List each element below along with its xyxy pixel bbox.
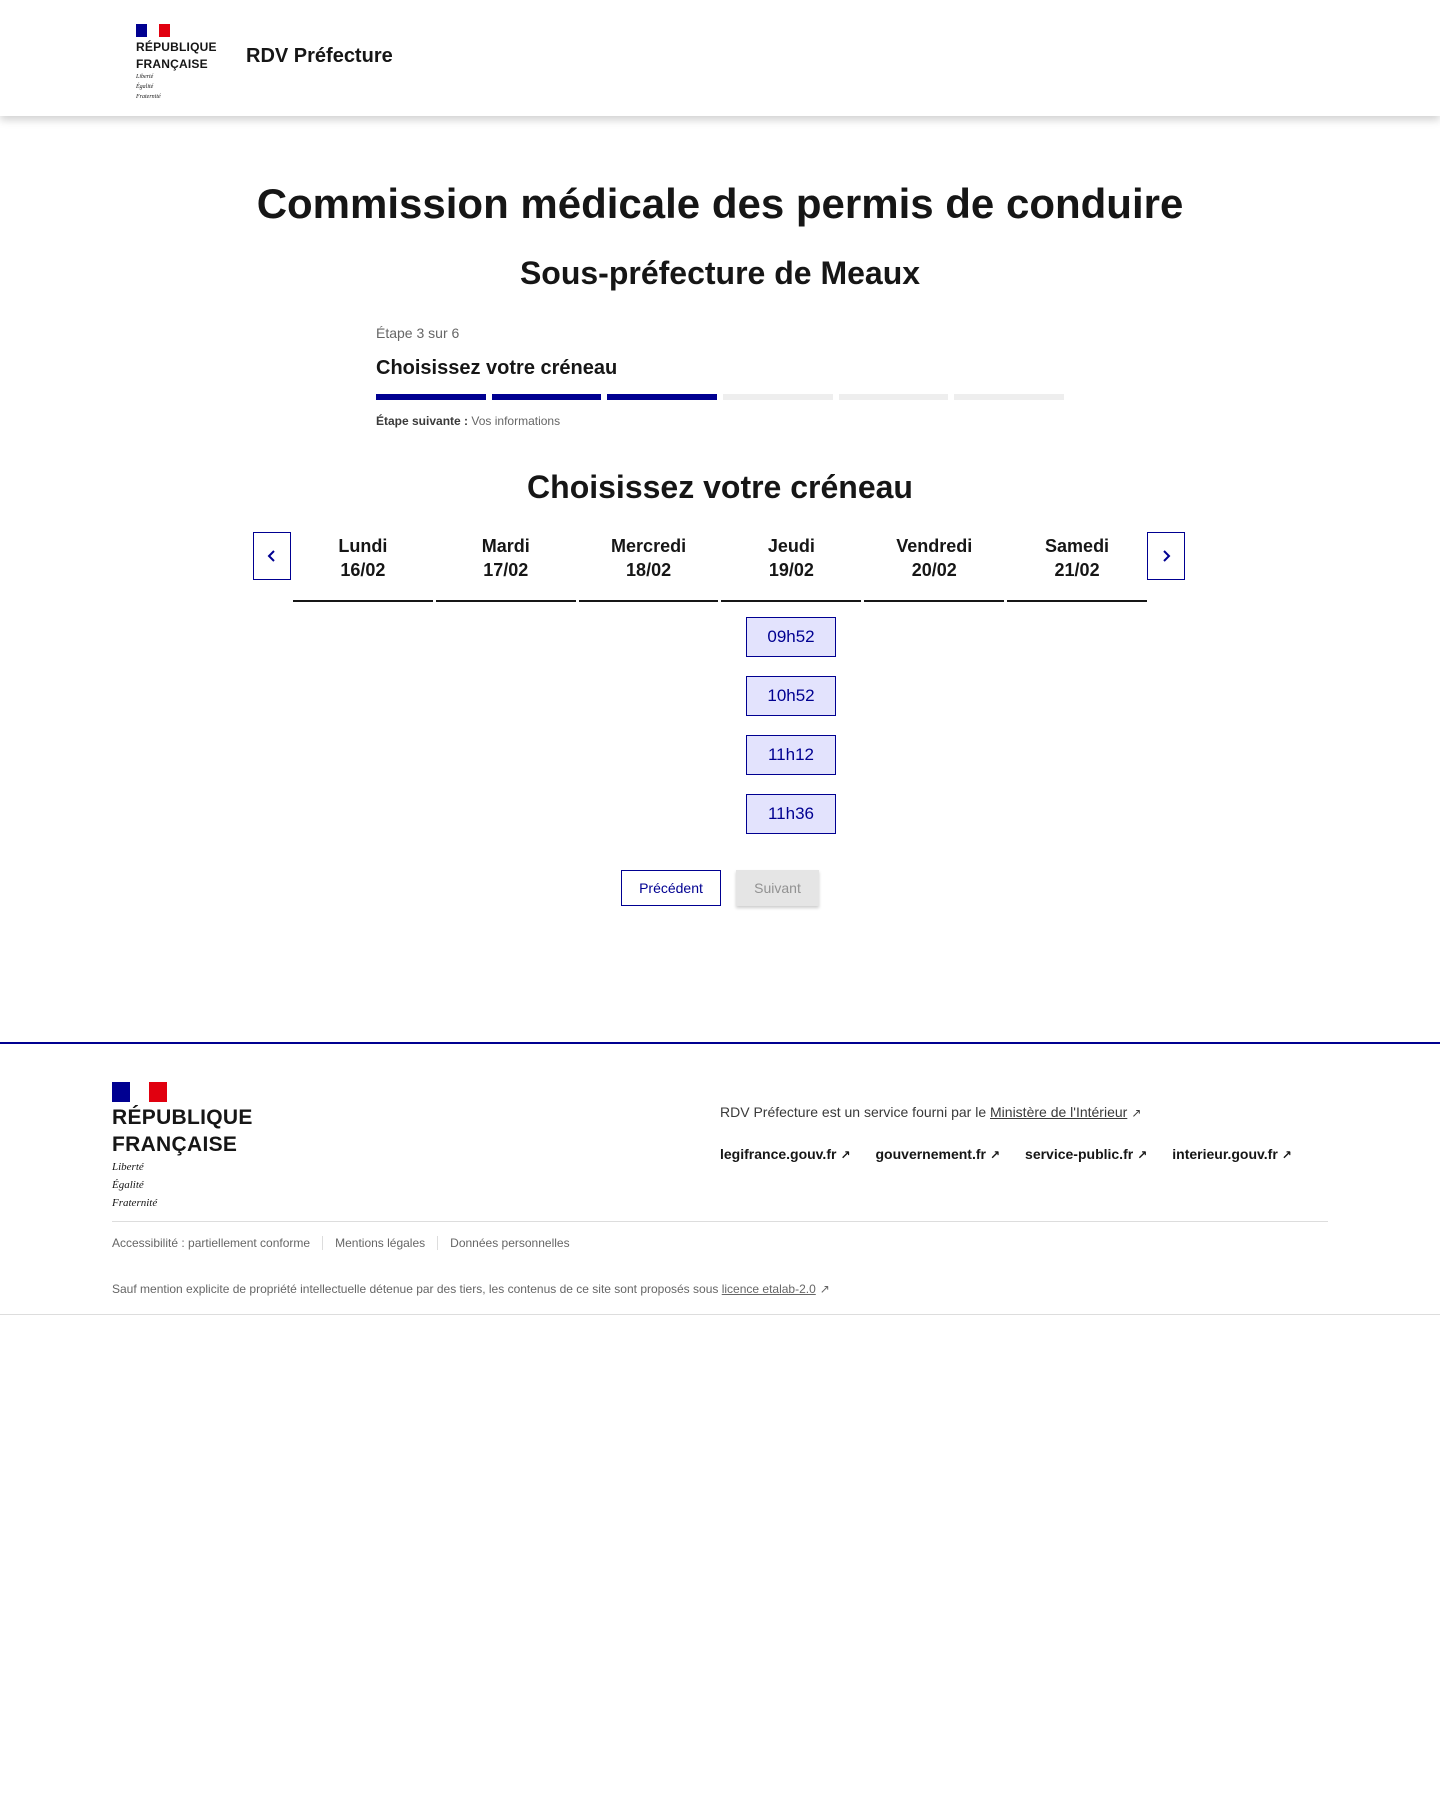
french-flag-icon [112,1082,167,1102]
progress-segment-todo [723,394,833,400]
logo-text-line2: FRANÇAISE [136,57,208,71]
logo-motto-2: Égalité [136,84,154,90]
gouvernement-link[interactable] [876,1146,1001,1162]
ministere-link[interactable] [990,1104,1141,1120]
day-name: Lundi [338,536,388,556]
footer-logo-line1: RÉPUBLIQUE [112,1106,253,1129]
chevron-left-icon [265,549,279,563]
next-button-disabled[interactable]: Suivant [736,870,819,906]
day-name: Mercredi [611,536,687,556]
license-prefix: Sauf mention explicite de propriété intellectuelle détenue par des tiers, les contenus de ce site sont proposés sous [112,1282,719,1296]
link-label: interieur.gouv.fr [1172,1146,1278,1162]
time-slot-button[interactable]: 11h12 [746,735,836,775]
stepper-next-label: Étape suivante : [376,414,469,428]
chevron-right-icon [1159,549,1173,563]
day-column [293,532,433,602]
link-label: legifrance.gouv.fr [720,1146,837,1162]
stepper-state: Étape 3 sur 6 [376,325,460,341]
footer-motto-1: Liberté [112,1161,144,1173]
time-slot-button[interactable]: 10h52 [746,676,836,716]
license-link[interactable] [722,1282,830,1296]
time-slot-button[interactable]: 11h36 [746,794,836,834]
external-link-icon: ↗ [989,1148,1001,1162]
personal-data-link[interactable]: Données personnelles [437,1236,581,1250]
stepper-next-value: Vos informations [471,414,561,428]
day-date: 18/02 [626,560,672,580]
day-date: 17/02 [483,560,529,580]
license-text [112,1282,830,1296]
footer-desc-text: RDV Préfecture est un service fourni par le [720,1104,987,1120]
external-link-icon: ↗ [1131,1106,1142,1120]
progress-segment-done [376,394,486,400]
site-title[interactable]: RDV Préfecture [246,45,393,67]
stepper-progress [376,394,1064,400]
footer-logo-line2: FRANÇAISE [112,1133,238,1156]
previous-week-button[interactable] [253,532,291,580]
day-column [1007,532,1147,602]
legifrance-link[interactable] [720,1146,851,1162]
stepper-next-step [376,414,1064,428]
interieur-link[interactable] [1172,1146,1292,1162]
link-label: service-public.fr [1025,1146,1134,1162]
footer-motto-2: Égalité [112,1179,144,1191]
logo-motto-1: Liberté [136,74,154,80]
form-actions [621,870,819,906]
time-slot-button[interactable]: 09h52 [746,617,836,657]
accessibility-link[interactable]: Accessibilité : partiellement conforme [112,1236,311,1250]
next-week-button[interactable] [1147,532,1185,580]
day-date: 20/02 [911,560,957,580]
external-link-icon: ↗ [1281,1148,1292,1162]
page-subtitle: Sous-préfecture de Meaux [519,255,921,291]
day-name: Vendredi [896,536,973,556]
stepper [376,324,1064,428]
footer-republique-logo[interactable] [112,1082,253,1210]
day-column [579,532,719,602]
logo-motto-3: Fraternité [136,94,161,100]
footer-description [720,1104,1141,1120]
day-name: Jeudi [767,536,815,556]
service-public-link[interactable] [1025,1146,1147,1162]
ministere-link-label: Ministère de l'Intérieur [990,1104,1128,1120]
slots-list-jeudi [746,617,836,853]
footer-divider [112,1221,1328,1222]
link-label: gouvernement.fr [875,1146,986,1162]
site-footer [0,1042,1440,1296]
previous-button[interactable]: Précédent [621,870,721,906]
page-title: Commission médicale des permis de conduire [256,180,1184,227]
republique-francaise-logo[interactable] [136,24,226,100]
legal-mentions-link[interactable]: Mentions légales [322,1236,437,1250]
progress-segment-done [492,394,602,400]
progress-segment-todo [954,394,1064,400]
license-link-label: licence etalab-2.0 [721,1282,816,1296]
site-header [0,0,1440,116]
external-link-icon: ↗ [840,1148,851,1162]
progress-segment-todo [839,394,949,400]
day-name: Mardi [481,536,530,556]
footer-links [720,1146,1292,1162]
day-date: 21/02 [1054,560,1100,580]
progress-segment-done [607,394,717,400]
footer-bottom-links [112,1236,582,1250]
french-flag-icon [136,24,170,37]
footer-bottom-divider [0,1314,1440,1315]
stepper-title: Choisissez votre créneau [376,357,618,379]
day-column [721,532,861,602]
external-link-icon: ↗ [819,1282,830,1296]
external-link-icon: ↗ [1137,1148,1148,1162]
days-header [293,532,1147,602]
slots-title: Choisissez votre créneau [527,469,913,505]
footer-motto-3: Fraternité [112,1197,158,1209]
day-date: 19/02 [768,560,814,580]
logo-text-line1: RÉPUBLIQUE [136,40,217,54]
day-name: Samedi [1045,536,1110,556]
day-column [864,532,1004,602]
day-date: 16/02 [340,560,386,580]
day-column [436,532,576,602]
